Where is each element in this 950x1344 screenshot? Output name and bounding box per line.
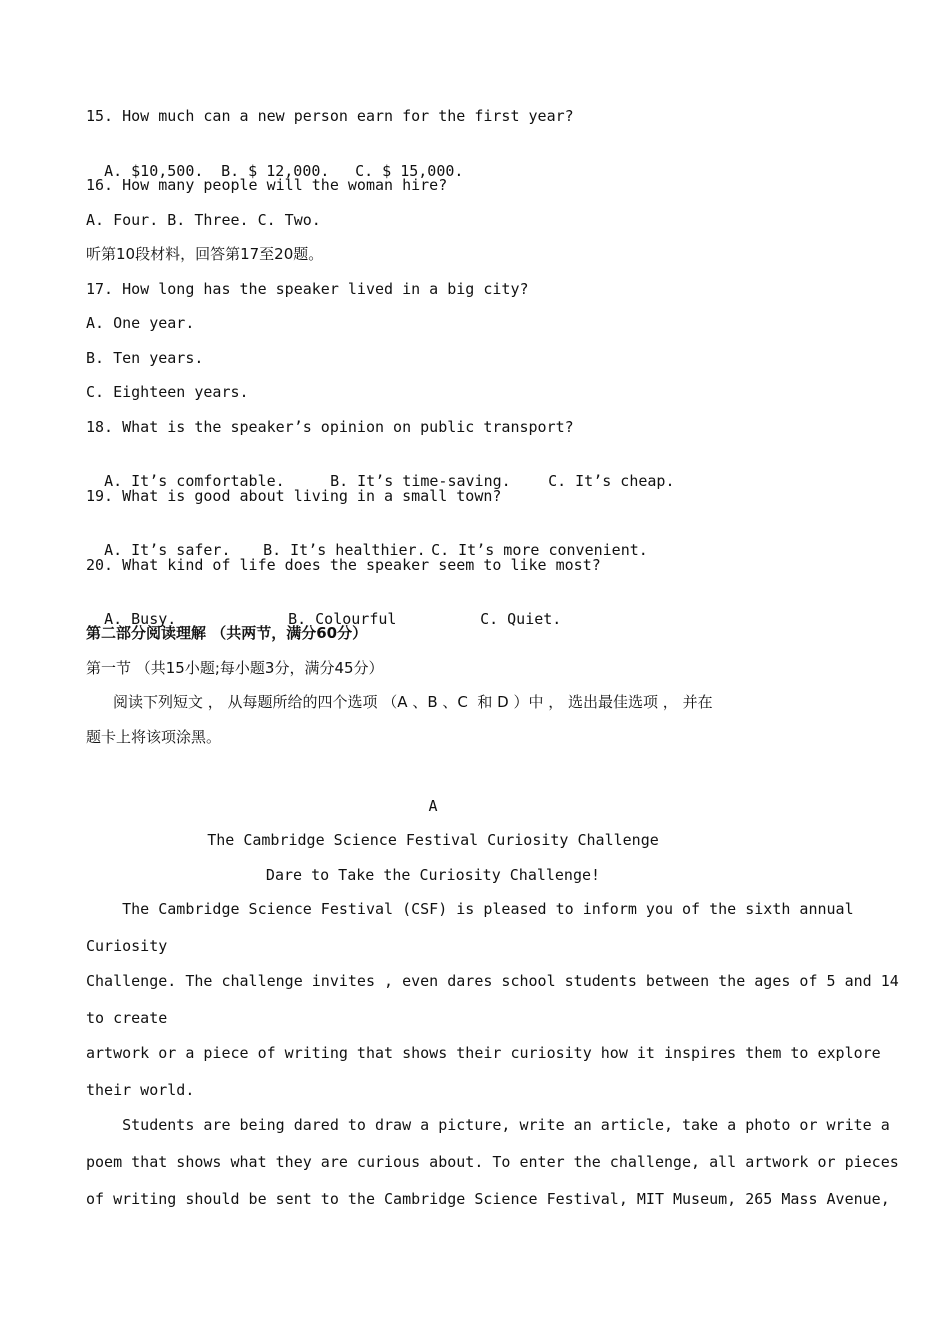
question-15-stem: 15. How much can a new person earn for the first year? (86, 107, 574, 125)
passage-line: Challenge. The challenge invites , even dares school students between the ages of 5 and 14 (86, 972, 899, 990)
option-c: C. Quiet. (480, 610, 562, 628)
question-19-stem: 19. What is good about living in a small town? (86, 487, 502, 505)
passage-line: their world. (86, 1081, 195, 1099)
passage-line: The Cambridge Science Festival (CSF) is pleased to inform you of the sixth annual (86, 900, 854, 918)
question-17-option-a: A. One year. (86, 314, 195, 332)
passage-line: to create (86, 1009, 168, 1027)
option-b: B. $ 12,000. (221, 162, 330, 180)
question-18-stem: 18. What is the speaker’s opinion on public transport? (86, 418, 574, 436)
part-2-heading: 第二部分阅读理解 （共两节，满分60分） (86, 624, 368, 642)
reading-instruction-line-1: 阅读下列短文 ， 从每题所给的四个选项 （A 、B 、C 和 D ）中 ， 选出最佳选项 ， 并在 (113, 693, 713, 711)
passage-line: Curiosity (86, 937, 168, 955)
option-b: B. It’s time-saving. (330, 472, 511, 490)
option-c: C. It’s cheap. (548, 472, 675, 490)
question-16-stem: 16. How many people will the woman hire? (86, 176, 448, 194)
question-17-option-c: C. Eighteen years. (86, 383, 249, 401)
section-1-heading: 第一节 （共15小题;每小题3分，满分45分） (86, 659, 384, 677)
section-10-intro: 听第10段材料，回答第17至20题。 (86, 245, 324, 263)
passage-line: Students are being dared to draw a picture, write an article, take a photo or write a (86, 1116, 890, 1134)
question-18-options (86, 451, 675, 490)
option-b: B. It’s healthier. (263, 541, 426, 559)
passage-subtitle: Dare to Take the Curiosity Challenge! (265, 866, 601, 884)
option-a: A. $10,500. (104, 162, 204, 180)
question-17-option-b: B. Ten years. (86, 349, 204, 367)
option-c: C. $ 15,000. (355, 162, 464, 180)
option-a: A. Busy. (104, 610, 177, 628)
option-b: B. Colourful (288, 610, 397, 628)
question-20-options (86, 589, 562, 628)
question-20-stem: 20. What kind of life does the speaker seem to like most? (86, 556, 601, 574)
passage-line: of writing should be sent to the Cambridge Science Festival, MIT Museum, 265 Mass Avenue, (86, 1190, 890, 1208)
question-19-options (86, 520, 648, 559)
passage-title: The Cambridge Science Festival Curiosity Challenge (207, 831, 659, 849)
question-16-options: A. Four. B. Three. C. Two. (86, 211, 321, 229)
question-17-stem: 17. How long has the speaker lived in a big city? (86, 280, 529, 298)
option-a: A. It’s comfortable. (104, 472, 285, 490)
passage-line: poem that shows what they are curious about. To enter the challenge, all artwork or pieces (86, 1153, 899, 1171)
reading-instruction-line-2: 题卡上将该项涂黑。 (86, 728, 222, 746)
option-c: C. It’s more convenient. (431, 541, 648, 559)
option-a: A. It’s safer. (104, 541, 231, 559)
passage-line: artwork or a piece of writing that shows their curiosity how it inspires them to explore (86, 1044, 881, 1062)
question-15-options (86, 141, 464, 180)
passage-letter: A (428, 797, 438, 815)
